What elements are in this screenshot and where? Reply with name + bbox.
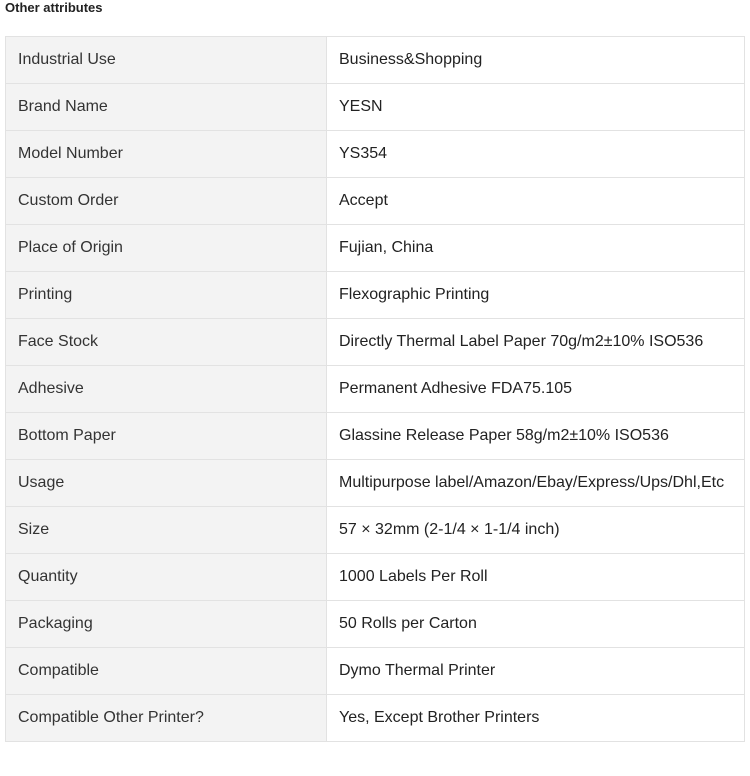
attribute-value: Multipurpose label/Amazon/Ebay/Express/Ups/Dhl,Etc: [327, 460, 745, 507]
table-row: [6, 648, 745, 695]
attributes-table: [5, 36, 745, 742]
attribute-value: YESN: [327, 84, 745, 131]
table-row: [6, 84, 745, 131]
attribute-value: Accept: [327, 178, 745, 225]
attribute-value: Business&Shopping: [327, 37, 745, 84]
table-row: [6, 554, 745, 601]
section-title: Other attributes: [5, 0, 103, 15]
attribute-key: Printing: [6, 272, 327, 319]
attribute-key: Compatible: [6, 648, 327, 695]
attribute-key: Quantity: [6, 554, 327, 601]
attribute-key: Bottom Paper: [6, 413, 327, 460]
table-row: [6, 695, 745, 742]
attribute-value: Directly Thermal Label Paper 70g/m2±10% ISO536: [327, 319, 745, 366]
table-row: [6, 225, 745, 272]
table-row: [6, 37, 745, 84]
attribute-value: 57 × 32mm (2-1/4 × 1-1/4 inch): [327, 507, 745, 554]
attribute-key: Custom Order: [6, 178, 327, 225]
attribute-value: Yes, Except Brother Printers: [327, 695, 745, 742]
table-row: [6, 601, 745, 648]
attribute-key: Face Stock: [6, 319, 327, 366]
attribute-value: 1000 Labels Per Roll: [327, 554, 745, 601]
table-row: [6, 413, 745, 460]
table-row: [6, 178, 745, 225]
table-row: [6, 507, 745, 554]
table-row: [6, 460, 745, 507]
attribute-key: Adhesive: [6, 366, 327, 413]
attribute-key: Compatible Other Printer?: [6, 695, 327, 742]
attribute-value: Permanent Adhesive FDA75.105: [327, 366, 745, 413]
table-row: [6, 319, 745, 366]
attribute-value: Dymo Thermal Printer: [327, 648, 745, 695]
table-row: [6, 272, 745, 319]
attribute-value: Fujian, China: [327, 225, 745, 272]
attribute-value: Flexographic Printing: [327, 272, 745, 319]
attribute-key: Usage: [6, 460, 327, 507]
attribute-value: YS354: [327, 131, 745, 178]
attribute-key: Packaging: [6, 601, 327, 648]
table-row: [6, 131, 745, 178]
attribute-key: Brand Name: [6, 84, 327, 131]
table-row: [6, 366, 745, 413]
attribute-key: Model Number: [6, 131, 327, 178]
attribute-value: 50 Rolls per Carton: [327, 601, 745, 648]
attribute-key: Size: [6, 507, 327, 554]
attribute-key: Place of Origin: [6, 225, 327, 272]
attribute-key: Industrial Use: [6, 37, 327, 84]
attribute-value: Glassine Release Paper 58g/m2±10% ISO536: [327, 413, 745, 460]
